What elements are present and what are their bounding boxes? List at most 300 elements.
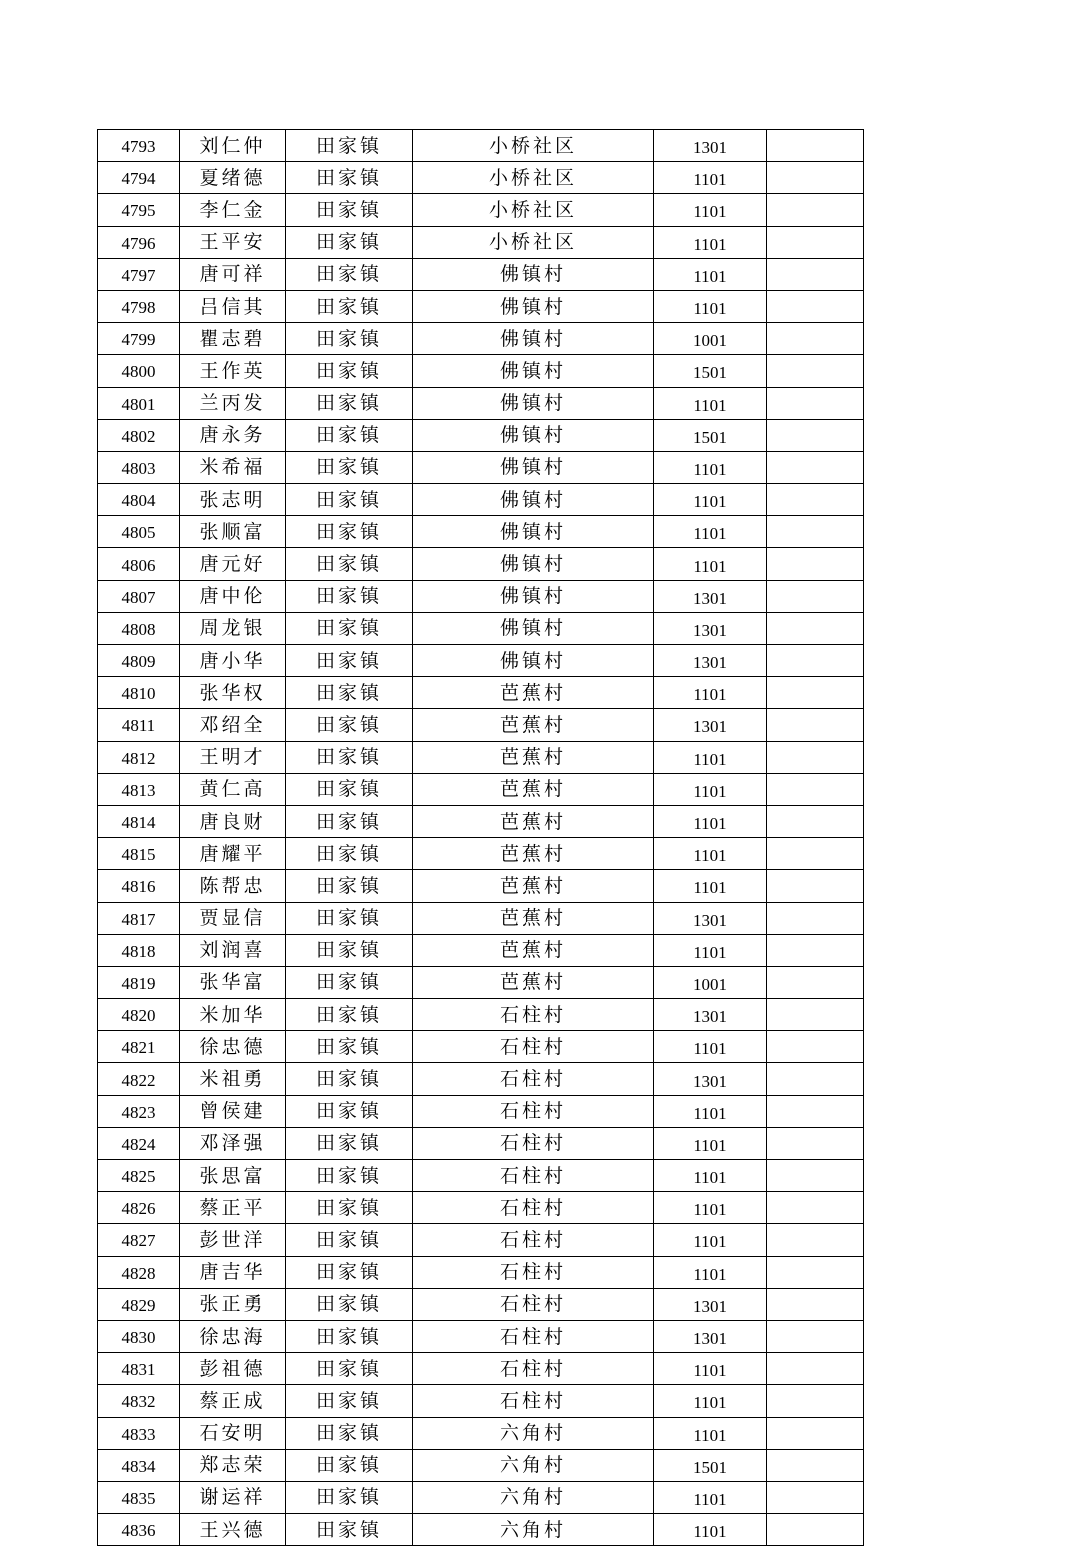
cell-serial-number: 4795 <box>98 194 180 226</box>
cell-note <box>767 580 864 612</box>
cell-note <box>767 1514 864 1546</box>
table-row <box>98 1127 864 1159</box>
cell-town: 田家镇 <box>286 999 413 1031</box>
cell-note <box>767 1192 864 1224</box>
cell-village: 佛镇村 <box>413 612 654 644</box>
cell-village: 石柱村 <box>413 1160 654 1192</box>
cell-town: 田家镇 <box>286 1127 413 1159</box>
table-row <box>98 226 864 258</box>
cell-code: 1101 <box>654 1224 767 1256</box>
cell-serial-number: 4794 <box>98 162 180 194</box>
cell-village: 佛镇村 <box>413 290 654 322</box>
table-row <box>98 258 864 290</box>
cell-person-name: 瞿志碧 <box>180 323 286 355</box>
cell-person-name: 曾侯建 <box>180 1095 286 1127</box>
cell-person-name: 陈帮忠 <box>180 870 286 902</box>
cell-town: 田家镇 <box>286 580 413 612</box>
cell-serial-number: 4818 <box>98 934 180 966</box>
cell-serial-number: 4836 <box>98 1514 180 1546</box>
cell-person-name: 米祖勇 <box>180 1063 286 1095</box>
table-row <box>98 1160 864 1192</box>
cell-person-name: 邓绍全 <box>180 709 286 741</box>
cell-serial-number: 4808 <box>98 612 180 644</box>
cell-code: 1101 <box>654 677 767 709</box>
cell-village: 石柱村 <box>413 1127 654 1159</box>
cell-village: 佛镇村 <box>413 419 654 451</box>
cell-person-name: 贾显信 <box>180 902 286 934</box>
cell-code: 1301 <box>654 709 767 741</box>
cell-serial-number: 4835 <box>98 1481 180 1513</box>
cell-person-name: 唐永务 <box>180 419 286 451</box>
cell-serial-number: 4796 <box>98 226 180 258</box>
cell-village: 小桥社区 <box>413 162 654 194</box>
cell-note <box>767 194 864 226</box>
cell-code: 1001 <box>654 323 767 355</box>
cell-note <box>767 1160 864 1192</box>
cell-person-name: 张志明 <box>180 484 286 516</box>
cell-village: 芭蕉村 <box>413 805 654 837</box>
cell-code: 1501 <box>654 1449 767 1481</box>
cell-serial-number: 4833 <box>98 1417 180 1449</box>
cell-town: 田家镇 <box>286 162 413 194</box>
cell-code: 1101 <box>654 516 767 548</box>
cell-note <box>767 355 864 387</box>
cell-town: 田家镇 <box>286 194 413 226</box>
cell-village: 芭蕉村 <box>413 709 654 741</box>
cell-serial-number: 4810 <box>98 677 180 709</box>
cell-note <box>767 1063 864 1095</box>
cell-person-name: 徐忠海 <box>180 1320 286 1352</box>
cell-town: 田家镇 <box>286 1095 413 1127</box>
cell-village: 佛镇村 <box>413 484 654 516</box>
cell-serial-number: 4799 <box>98 323 180 355</box>
table-row <box>98 1288 864 1320</box>
cell-note <box>767 130 864 162</box>
cell-serial-number: 4812 <box>98 741 180 773</box>
cell-village: 六角村 <box>413 1449 654 1481</box>
cell-note <box>767 677 864 709</box>
cell-code: 1301 <box>654 902 767 934</box>
table-row <box>98 677 864 709</box>
cell-serial-number: 4819 <box>98 966 180 998</box>
cell-serial-number: 4809 <box>98 645 180 677</box>
cell-town: 田家镇 <box>286 451 413 483</box>
cell-note <box>767 838 864 870</box>
cell-code: 1101 <box>654 1127 767 1159</box>
cell-village: 佛镇村 <box>413 645 654 677</box>
cell-town: 田家镇 <box>286 870 413 902</box>
table-row <box>98 484 864 516</box>
table-row <box>98 612 864 644</box>
cell-person-name: 唐小华 <box>180 645 286 677</box>
cell-village: 佛镇村 <box>413 451 654 483</box>
cell-village: 小桥社区 <box>413 226 654 258</box>
table-row <box>98 419 864 451</box>
table-row <box>98 194 864 226</box>
cell-person-name: 徐忠德 <box>180 1031 286 1063</box>
cell-person-name: 郑志荣 <box>180 1449 286 1481</box>
cell-serial-number: 4793 <box>98 130 180 162</box>
cell-town: 田家镇 <box>286 1288 413 1320</box>
cell-code: 1101 <box>654 741 767 773</box>
cell-town: 田家镇 <box>286 805 413 837</box>
cell-village: 芭蕉村 <box>413 741 654 773</box>
cell-village: 石柱村 <box>413 1256 654 1288</box>
table-row <box>98 1449 864 1481</box>
cell-town: 田家镇 <box>286 645 413 677</box>
cell-note <box>767 1127 864 1159</box>
cell-serial-number: 4805 <box>98 516 180 548</box>
cell-note <box>767 1449 864 1481</box>
cell-note <box>767 1288 864 1320</box>
table-row <box>98 1417 864 1449</box>
cell-code: 1101 <box>654 1192 767 1224</box>
table-row <box>98 516 864 548</box>
cell-person-name: 黄仁高 <box>180 773 286 805</box>
cell-town: 田家镇 <box>286 1192 413 1224</box>
cell-note <box>767 1481 864 1513</box>
cell-person-name: 张华权 <box>180 677 286 709</box>
cell-town: 田家镇 <box>286 773 413 805</box>
cell-code: 1301 <box>654 1320 767 1352</box>
table-row <box>98 934 864 966</box>
cell-village: 石柱村 <box>413 1192 654 1224</box>
cell-code: 1101 <box>654 1417 767 1449</box>
table-row <box>98 290 864 322</box>
table-row <box>98 130 864 162</box>
cell-code: 1101 <box>654 387 767 419</box>
table-row <box>98 966 864 998</box>
cell-town: 田家镇 <box>286 1160 413 1192</box>
cell-town: 田家镇 <box>286 966 413 998</box>
cell-serial-number: 4815 <box>98 838 180 870</box>
cell-code: 1101 <box>654 226 767 258</box>
cell-note <box>767 870 864 902</box>
cell-note <box>767 516 864 548</box>
cell-town: 田家镇 <box>286 934 413 966</box>
cell-code: 1501 <box>654 355 767 387</box>
cell-town: 田家镇 <box>286 1449 413 1481</box>
cell-code: 1301 <box>654 645 767 677</box>
cell-code: 1301 <box>654 1063 767 1095</box>
cell-town: 田家镇 <box>286 323 413 355</box>
cell-village: 芭蕉村 <box>413 838 654 870</box>
table-row <box>98 838 864 870</box>
cell-code: 1001 <box>654 966 767 998</box>
cell-serial-number: 4802 <box>98 419 180 451</box>
cell-note <box>767 934 864 966</box>
cell-village: 芭蕉村 <box>413 902 654 934</box>
cell-serial-number: 4820 <box>98 999 180 1031</box>
cell-village: 石柱村 <box>413 1063 654 1095</box>
cell-village: 芭蕉村 <box>413 966 654 998</box>
cell-village: 芭蕉村 <box>413 773 654 805</box>
table-row <box>98 999 864 1031</box>
cell-note <box>767 1385 864 1417</box>
cell-person-name: 张顺富 <box>180 516 286 548</box>
cell-village: 六角村 <box>413 1481 654 1513</box>
cell-note <box>767 902 864 934</box>
cell-serial-number: 4798 <box>98 290 180 322</box>
cell-person-name: 吕信其 <box>180 290 286 322</box>
cell-note <box>767 1031 864 1063</box>
table-row <box>98 1481 864 1513</box>
cell-note <box>767 323 864 355</box>
cell-code: 1101 <box>654 1031 767 1063</box>
table-row <box>98 741 864 773</box>
cell-person-name: 唐中伦 <box>180 580 286 612</box>
cell-person-name: 张正勇 <box>180 1288 286 1320</box>
table-row <box>98 645 864 677</box>
cell-code: 1301 <box>654 580 767 612</box>
cell-village: 六角村 <box>413 1417 654 1449</box>
cell-note <box>767 387 864 419</box>
cell-person-name: 王明才 <box>180 741 286 773</box>
cell-town: 田家镇 <box>286 1353 413 1385</box>
cell-person-name: 石安明 <box>180 1417 286 1449</box>
cell-village: 石柱村 <box>413 1385 654 1417</box>
cell-village: 芭蕉村 <box>413 934 654 966</box>
cell-note <box>767 162 864 194</box>
cell-serial-number: 4806 <box>98 548 180 580</box>
cell-town: 田家镇 <box>286 1224 413 1256</box>
cell-village: 石柱村 <box>413 1353 654 1385</box>
table-row <box>98 1353 864 1385</box>
cell-code: 1501 <box>654 419 767 451</box>
cell-person-name: 彭世洋 <box>180 1224 286 1256</box>
cell-serial-number: 4828 <box>98 1256 180 1288</box>
cell-person-name: 唐耀平 <box>180 838 286 870</box>
cell-serial-number: 4817 <box>98 902 180 934</box>
table-row <box>98 1320 864 1352</box>
cell-note <box>767 1095 864 1127</box>
cell-town: 田家镇 <box>286 258 413 290</box>
cell-code: 1101 <box>654 258 767 290</box>
cell-town: 田家镇 <box>286 290 413 322</box>
table-row <box>98 709 864 741</box>
cell-town: 田家镇 <box>286 1031 413 1063</box>
cell-person-name: 张思富 <box>180 1160 286 1192</box>
cell-serial-number: 4823 <box>98 1095 180 1127</box>
cell-note <box>767 1353 864 1385</box>
cell-code: 1301 <box>654 999 767 1031</box>
cell-person-name: 彭祖德 <box>180 1353 286 1385</box>
cell-town: 田家镇 <box>286 516 413 548</box>
table-row <box>98 1192 864 1224</box>
cell-town: 田家镇 <box>286 387 413 419</box>
cell-note <box>767 484 864 516</box>
cell-village: 芭蕉村 <box>413 677 654 709</box>
cell-code: 1301 <box>654 1288 767 1320</box>
cell-code: 1301 <box>654 612 767 644</box>
cell-serial-number: 4827 <box>98 1224 180 1256</box>
table-row <box>98 1031 864 1063</box>
cell-town: 田家镇 <box>286 709 413 741</box>
cell-person-name: 刘仁仲 <box>180 130 286 162</box>
table-row <box>98 387 864 419</box>
cell-serial-number: 4821 <box>98 1031 180 1063</box>
table-row <box>98 580 864 612</box>
cell-town: 田家镇 <box>286 226 413 258</box>
table-row <box>98 902 864 934</box>
cell-village: 石柱村 <box>413 1095 654 1127</box>
cell-town: 田家镇 <box>286 484 413 516</box>
cell-serial-number: 4804 <box>98 484 180 516</box>
cell-note <box>767 773 864 805</box>
cell-person-name: 周龙银 <box>180 612 286 644</box>
cell-person-name: 王兴德 <box>180 1514 286 1546</box>
cell-person-name: 王作英 <box>180 355 286 387</box>
cell-person-name: 唐吉华 <box>180 1256 286 1288</box>
cell-code: 1101 <box>654 290 767 322</box>
data-table <box>97 129 864 1546</box>
table-row <box>98 548 864 580</box>
table-row <box>98 323 864 355</box>
cell-note <box>767 645 864 677</box>
cell-person-name: 李仁金 <box>180 194 286 226</box>
cell-serial-number: 4803 <box>98 451 180 483</box>
cell-note <box>767 1417 864 1449</box>
cell-town: 田家镇 <box>286 1320 413 1352</box>
cell-code: 1101 <box>654 805 767 837</box>
cell-code: 1101 <box>654 934 767 966</box>
cell-person-name: 刘润喜 <box>180 934 286 966</box>
cell-serial-number: 4830 <box>98 1320 180 1352</box>
cell-note <box>767 612 864 644</box>
cell-town: 田家镇 <box>286 355 413 387</box>
cell-serial-number: 4826 <box>98 1192 180 1224</box>
cell-village: 佛镇村 <box>413 580 654 612</box>
cell-note <box>767 1224 864 1256</box>
cell-town: 田家镇 <box>286 1417 413 1449</box>
cell-town: 田家镇 <box>286 1063 413 1095</box>
cell-code: 1101 <box>654 1353 767 1385</box>
cell-village: 佛镇村 <box>413 387 654 419</box>
cell-note <box>767 419 864 451</box>
cell-serial-number: 4801 <box>98 387 180 419</box>
cell-village: 佛镇村 <box>413 258 654 290</box>
cell-person-name: 米希福 <box>180 451 286 483</box>
table-row <box>98 1385 864 1417</box>
cell-person-name: 邓泽强 <box>180 1127 286 1159</box>
cell-village: 佛镇村 <box>413 355 654 387</box>
cell-code: 1101 <box>654 162 767 194</box>
cell-village: 石柱村 <box>413 1320 654 1352</box>
table-row <box>98 355 864 387</box>
cell-person-name: 谢运祥 <box>180 1481 286 1513</box>
cell-note <box>767 741 864 773</box>
cell-note <box>767 290 864 322</box>
cell-person-name: 蔡正平 <box>180 1192 286 1224</box>
cell-person-name: 夏绪德 <box>180 162 286 194</box>
cell-town: 田家镇 <box>286 1481 413 1513</box>
cell-code: 1101 <box>654 1256 767 1288</box>
cell-code: 1101 <box>654 1514 767 1546</box>
cell-town: 田家镇 <box>286 677 413 709</box>
cell-note <box>767 709 864 741</box>
cell-serial-number: 4834 <box>98 1449 180 1481</box>
cell-note <box>767 999 864 1031</box>
cell-village: 石柱村 <box>413 999 654 1031</box>
cell-serial-number: 4831 <box>98 1353 180 1385</box>
cell-serial-number: 4800 <box>98 355 180 387</box>
cell-town: 田家镇 <box>286 1514 413 1546</box>
cell-note <box>767 966 864 998</box>
table-row <box>98 1063 864 1095</box>
table-row <box>98 870 864 902</box>
table-row <box>98 1224 864 1256</box>
cell-code: 1101 <box>654 484 767 516</box>
cell-serial-number: 4816 <box>98 870 180 902</box>
cell-code: 1301 <box>654 130 767 162</box>
table-body <box>98 130 864 1546</box>
cell-serial-number: 4813 <box>98 773 180 805</box>
cell-serial-number: 4807 <box>98 580 180 612</box>
cell-note <box>767 258 864 290</box>
cell-code: 1101 <box>654 548 767 580</box>
cell-serial-number: 4797 <box>98 258 180 290</box>
cell-serial-number: 4822 <box>98 1063 180 1095</box>
cell-person-name: 唐元好 <box>180 548 286 580</box>
table-row <box>98 1256 864 1288</box>
cell-village: 小桥社区 <box>413 194 654 226</box>
cell-note <box>767 1256 864 1288</box>
cell-village: 石柱村 <box>413 1288 654 1320</box>
cell-note <box>767 805 864 837</box>
cell-serial-number: 4811 <box>98 709 180 741</box>
cell-village: 石柱村 <box>413 1224 654 1256</box>
cell-town: 田家镇 <box>286 612 413 644</box>
cell-town: 田家镇 <box>286 902 413 934</box>
cell-village: 石柱村 <box>413 1031 654 1063</box>
cell-person-name: 兰丙发 <box>180 387 286 419</box>
cell-person-name: 王平安 <box>180 226 286 258</box>
cell-town: 田家镇 <box>286 1385 413 1417</box>
cell-town: 田家镇 <box>286 130 413 162</box>
cell-code: 1101 <box>654 838 767 870</box>
table-row <box>98 451 864 483</box>
cell-person-name: 蔡正成 <box>180 1385 286 1417</box>
table-row <box>98 162 864 194</box>
cell-town: 田家镇 <box>286 838 413 870</box>
cell-code: 1101 <box>654 1481 767 1513</box>
cell-village: 佛镇村 <box>413 516 654 548</box>
cell-serial-number: 4829 <box>98 1288 180 1320</box>
cell-code: 1101 <box>654 773 767 805</box>
cell-note <box>767 226 864 258</box>
cell-village: 佛镇村 <box>413 548 654 580</box>
table-row <box>98 1095 864 1127</box>
cell-serial-number: 4832 <box>98 1385 180 1417</box>
cell-code: 1101 <box>654 1095 767 1127</box>
cell-village: 六角村 <box>413 1514 654 1546</box>
table-row <box>98 1514 864 1546</box>
cell-person-name: 唐可祥 <box>180 258 286 290</box>
cell-note <box>767 1320 864 1352</box>
cell-town: 田家镇 <box>286 548 413 580</box>
cell-person-name: 米加华 <box>180 999 286 1031</box>
cell-code: 1101 <box>654 1160 767 1192</box>
cell-town: 田家镇 <box>286 419 413 451</box>
cell-village: 小桥社区 <box>413 130 654 162</box>
cell-code: 1101 <box>654 451 767 483</box>
cell-town: 田家镇 <box>286 741 413 773</box>
cell-code: 1101 <box>654 870 767 902</box>
cell-code: 1101 <box>654 1385 767 1417</box>
cell-serial-number: 4824 <box>98 1127 180 1159</box>
table-row <box>98 805 864 837</box>
cell-note <box>767 548 864 580</box>
